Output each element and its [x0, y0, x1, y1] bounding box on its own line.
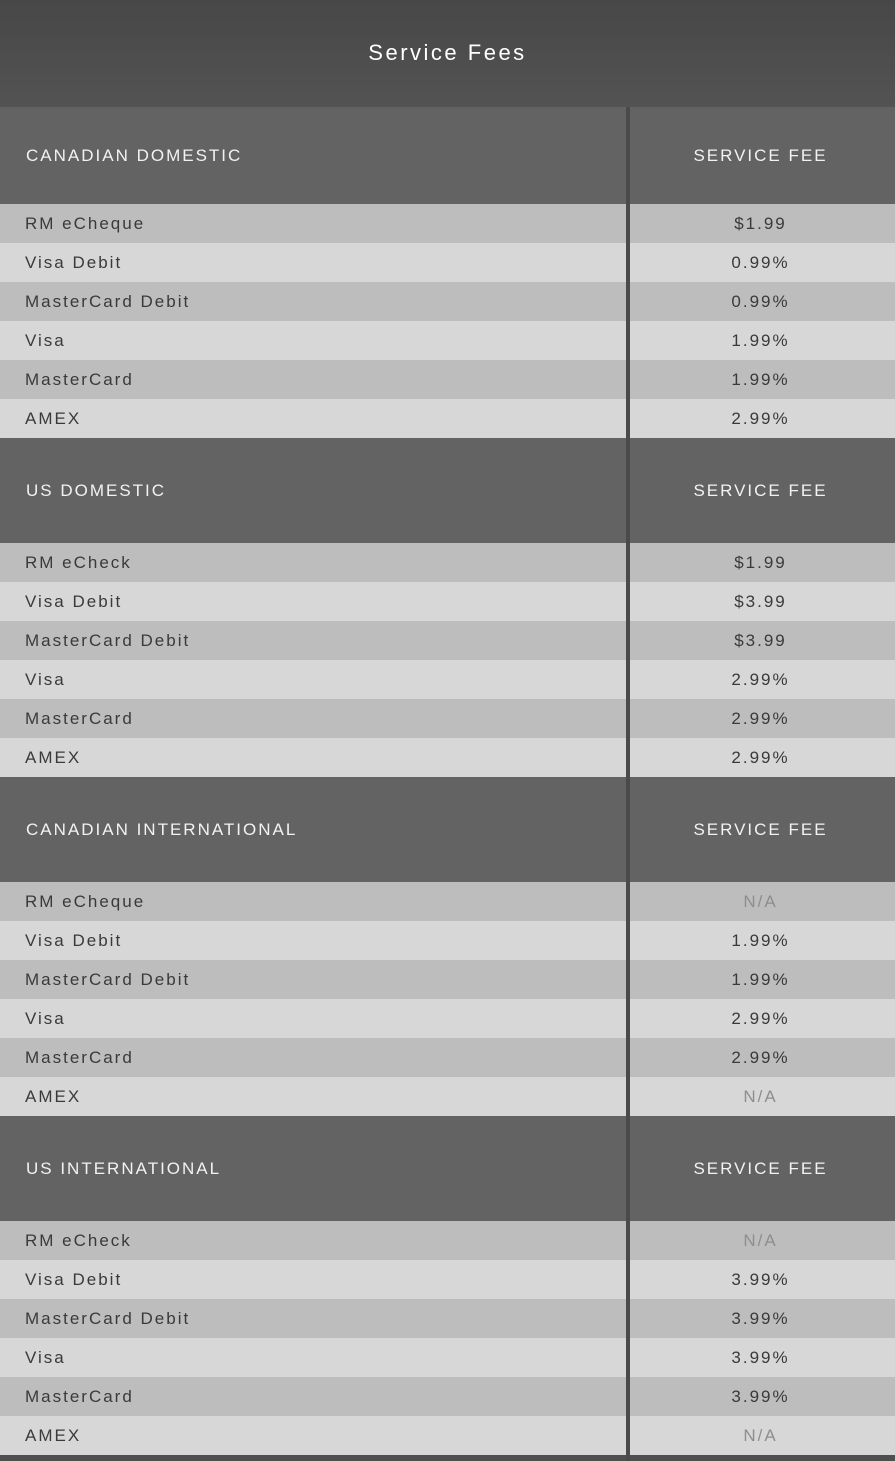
fee-section [0, 438, 895, 777]
service-fee: N/A [743, 891, 778, 911]
table-row [0, 621, 895, 660]
service-fee: 2.99% [731, 747, 790, 767]
table-row [0, 1338, 895, 1377]
fee-table [0, 107, 895, 1455]
section-header [0, 438, 895, 543]
service-fee: $1.99 [734, 213, 787, 233]
table-row [0, 360, 895, 399]
fee-column-heading: SERVICE FEE [693, 480, 828, 500]
table-row [0, 1038, 895, 1077]
fee-column-heading: SERVICE FEE [693, 1158, 828, 1178]
payment-method: MasterCard [25, 369, 134, 389]
fee-section [0, 107, 895, 438]
fee-section [0, 777, 895, 1116]
payment-method: MasterCard Debit [25, 969, 191, 989]
payment-method: RM eCheck [25, 552, 132, 572]
payment-method: RM eCheque [25, 891, 146, 911]
payment-method: Visa [25, 669, 66, 689]
service-fee: 1.99% [731, 930, 790, 950]
payment-method: MasterCard Debit [25, 291, 191, 311]
service-fee: 1.99% [731, 330, 790, 350]
fee-column-heading: SERVICE FEE [693, 145, 828, 165]
service-fee: 2.99% [731, 408, 790, 428]
table-row [0, 999, 895, 1038]
table-row [0, 321, 895, 360]
fee-section [0, 1116, 895, 1455]
service-fee: 3.99% [731, 1386, 790, 1406]
payment-method: Visa Debit [25, 1269, 123, 1289]
section-heading: CANADIAN INTERNATIONAL [26, 819, 298, 839]
section-heading: CANADIAN DOMESTIC [26, 145, 243, 165]
payment-method: Visa Debit [25, 591, 123, 611]
payment-method: MasterCard Debit [25, 1308, 191, 1328]
table-row [0, 582, 895, 621]
service-fee: 0.99% [731, 252, 790, 272]
service-fee: $3.99 [734, 591, 787, 611]
service-fee: 3.99% [731, 1308, 790, 1328]
table-row [0, 1221, 895, 1260]
service-fee: N/A [743, 1230, 778, 1250]
page-title: Service Fees [368, 39, 527, 65]
payment-method: AMEX [25, 408, 82, 428]
payment-method: RM eCheck [25, 1230, 132, 1250]
table-row [0, 1377, 895, 1416]
payment-method: AMEX [25, 1425, 82, 1445]
service-fee: 2.99% [731, 708, 790, 728]
service-fee: 3.99% [731, 1269, 790, 1289]
table-row [0, 960, 895, 999]
table-row [0, 699, 895, 738]
table-row [0, 1416, 895, 1455]
table-row [0, 738, 895, 777]
table-row [0, 1260, 895, 1299]
service-fee: 2.99% [731, 669, 790, 689]
service-fee: $3.99 [734, 630, 787, 650]
table-row [0, 1077, 895, 1116]
payment-method: AMEX [25, 1086, 82, 1106]
service-fee: 3.99% [731, 1347, 790, 1367]
table-row [0, 204, 895, 243]
payment-method: RM eCheque [25, 213, 146, 233]
payment-method: Visa [25, 1347, 66, 1367]
service-fee: 2.99% [731, 1008, 790, 1028]
table-row [0, 921, 895, 960]
table-row [0, 543, 895, 582]
table-row [0, 1299, 895, 1338]
payment-method: MasterCard Debit [25, 630, 191, 650]
payment-method: MasterCard [25, 1386, 134, 1406]
table-row [0, 282, 895, 321]
table-row [0, 399, 895, 438]
table-row [0, 243, 895, 282]
section-heading: US INTERNATIONAL [26, 1158, 222, 1178]
payment-method: Visa Debit [25, 930, 123, 950]
section-header [0, 1116, 895, 1221]
section-heading: US DOMESTIC [26, 480, 167, 500]
payment-method: Visa [25, 330, 66, 350]
service-fee: $1.99 [734, 552, 787, 572]
service-fee: N/A [743, 1086, 778, 1106]
service-fee: 0.99% [731, 291, 790, 311]
column-divider [626, 107, 630, 1461]
fee-column-heading: SERVICE FEE [693, 819, 828, 839]
payment-method: AMEX [25, 747, 82, 767]
service-fee: 1.99% [731, 969, 790, 989]
table-row [0, 882, 895, 921]
payment-method: Visa [25, 1008, 66, 1028]
service-fee: 1.99% [731, 369, 790, 389]
service-fee: 2.99% [731, 1047, 790, 1067]
payment-method: MasterCard [25, 708, 134, 728]
table-row [0, 660, 895, 699]
section-header [0, 107, 895, 204]
payment-method: Visa Debit [25, 252, 123, 272]
service-fee: N/A [743, 1425, 778, 1445]
payment-method: MasterCard [25, 1047, 134, 1067]
page-title-bar [0, 0, 895, 107]
section-header [0, 777, 895, 882]
